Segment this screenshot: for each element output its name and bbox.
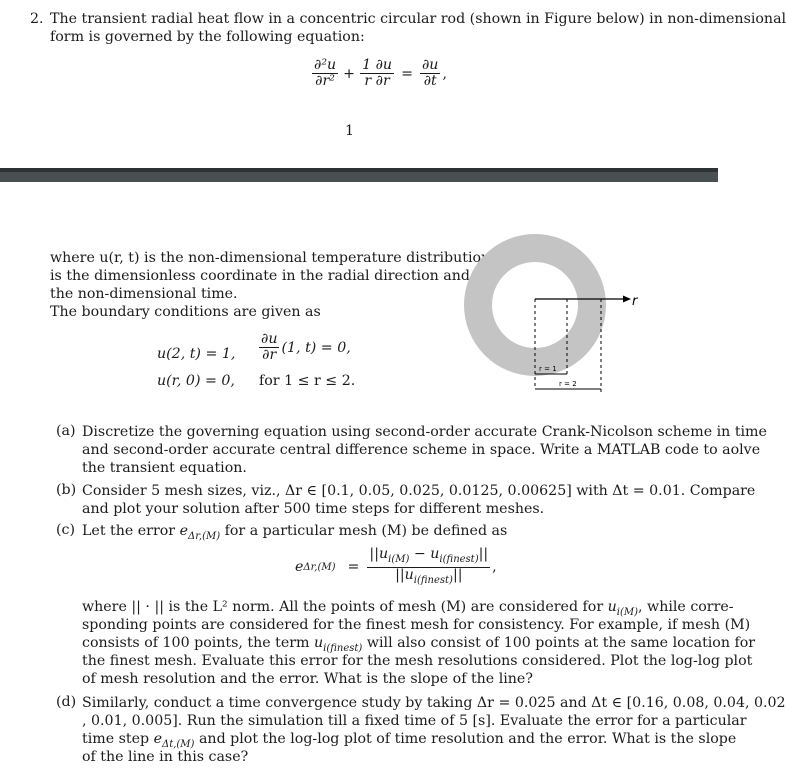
axis-arrow-icon: [623, 296, 631, 303]
part-d-line-2: , 0.01, 0.005]. Run the simulation till a fixed time of 5 [s]. Evaluate the error for a particular: [82, 713, 747, 729]
problem-number: 2.: [30, 11, 44, 27]
bc-2: $\frac{\partial u}{\partial r}$ (1, t) = 0,: [261, 331, 351, 363]
part-d-line-4: of the line in this case?: [82, 749, 249, 765]
intro-line-1: The transient radial heat flow in a concentric circular rod (shown in Figure below) in non-dimensional: [50, 11, 786, 27]
part-c-line-6: of mesh resolution and the error. What is the slope of the line?: [82, 671, 533, 687]
intro-line-2: form is governed by the following equation:: [50, 29, 365, 45]
inner-label: r = 1: [539, 365, 557, 373]
part-a-line-1: Discretize the governing equation using second-order accurate Crank-Nicolson scheme in time: [82, 424, 767, 440]
axis-label: r: [632, 294, 638, 309]
bc-3: u(r, 0) = 0,: [157, 373, 235, 389]
annulus-figure: [455, 227, 655, 407]
part-c-line-2: where || · || is the L² norm. All the points of mesh (M) are considered for $u_{i(M)}$, while corre-: [82, 599, 734, 618]
part-b-line-1: Consider 5 mesh sizes, viz., Δr ∈ [0.1, 0.05, 0.025, 0.0125, 0.00625] with Δt = 0.01. Compare: [82, 483, 756, 499]
part-c-line-1: Let the error $e_{\Delta r,(M)}$ for a particular mesh (M) be defined as: [82, 523, 508, 542]
part-c-line-5: the finest mesh. Evaluate this error for the mesh resolutions considered. Plot the log-log plot: [82, 653, 753, 669]
desc-line-2: is the dimensionless coordinate in the radial direction and t is: [50, 268, 497, 284]
part-b-label: (b): [56, 482, 77, 498]
page-top: [0, 0, 786, 168]
part-d-label: (d): [56, 694, 77, 710]
part-a-label: (a): [56, 423, 76, 439]
eq-term-1: $\frac{\text{∂²u}}{\text{∂r²}}$: [314, 57, 337, 89]
desc-line-3: the non-dimensional time.: [50, 286, 238, 302]
part-a-line-2: and second-order accurate central difference scheme in space. Write a MATLAB code to aolve: [82, 442, 761, 458]
eq-term-3: $\frac{\partial u}{\partial t}$: [421, 57, 439, 89]
outer-label: r = 2: [559, 380, 577, 388]
part-d-line-1: Similarly, conduct a time convergence study by taking Δr = 0.025 and Δt ∈ [0.16, 0.08, 0.04, 0.02: [82, 695, 786, 711]
part-a-line-3: the transient equation.: [82, 460, 247, 476]
part-c-line-3: sponding points are considered for the finest mesh for consistency. For example, if mesh (M): [82, 617, 751, 633]
page-bottom: [0, 182, 786, 773]
desc-line-4: The boundary conditions are given as: [50, 304, 321, 320]
part-c-label: (c): [56, 522, 76, 538]
eq-term-2: $\frac{1 \partial u}{r \partial r}$: [362, 57, 393, 89]
part-d-line-3: time step $e_{\Delta t,(M)}$ and plot the log-log plot of time resolution and the error. What is the slope: [82, 731, 737, 750]
part-b-line-2: and plot your solution after 500 time steps for different meshes.: [82, 501, 545, 517]
page-number: 1: [345, 123, 355, 139]
part-c-line-4: consists of 100 points, the term $u_{i(finest)}$ will also consist of 100 points at the same location for: [82, 635, 756, 654]
page-separator-shadow: [0, 168, 718, 172]
bc-1: u(2, t) = 1,: [157, 346, 236, 362]
error-equation: e Δr,(M) = $\frac{||u_{i(M)} - u_{i(finest)}||}{||u_{i(finest)}||}$ ,: [295, 546, 497, 586]
governing-equation: $\frac{\text{∂²u}}{\text{∂r²}}$ + $\frac{1 \partial u}{r \partial r}$ = $\frac{\partial u}{\partial t}$ ,: [314, 57, 447, 89]
desc-line-1: where u(r, t) is the non-dimensional temperature distribution, r: [50, 250, 506, 266]
bc-4: for 1 ≤ r ≤ 2.: [259, 373, 356, 389]
